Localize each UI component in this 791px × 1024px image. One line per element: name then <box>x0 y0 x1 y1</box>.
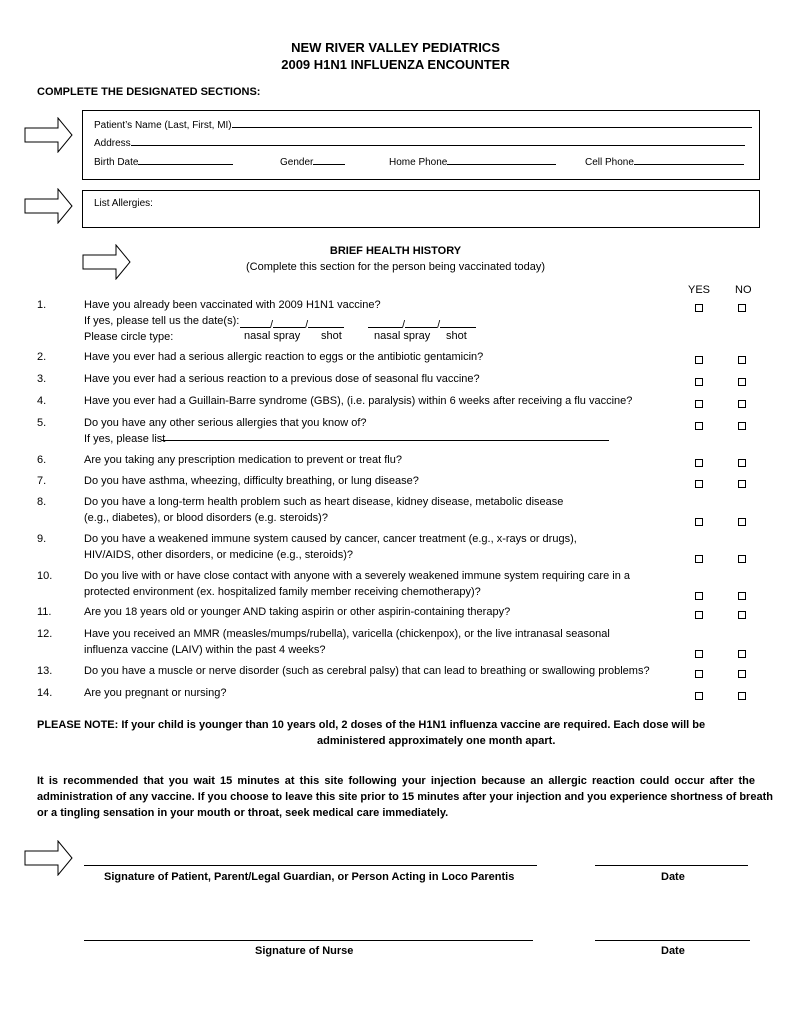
question-number: 11. <box>37 606 52 618</box>
question-number: 13. <box>37 665 53 677</box>
patient-date-label: Date <box>661 871 685 883</box>
gender-field[interactable] <box>313 154 345 165</box>
recommendation-line1: It is recommended that you wait 15 minutes at this site following your injection because an allergic reaction could occur after the <box>37 775 755 787</box>
question-number: 9. <box>37 533 47 545</box>
no-column-header: NO <box>735 284 752 296</box>
nurse-date-line[interactable] <box>595 940 750 941</box>
question-text: HIV/AIDS, other disorders, or medicine (e.g., steroids)? <box>84 549 353 561</box>
question-number: 1. <box>37 299 47 311</box>
checkbox-no-icon[interactable] <box>738 650 746 658</box>
question-number: 6. <box>37 454 47 466</box>
checkbox-no-icon[interactable] <box>738 459 746 467</box>
question-text: If yes, please tell us the date(s): <box>84 315 240 327</box>
q1-date-yy-2[interactable] <box>440 317 476 328</box>
form-title: NEW RIVER VALLEY PEDIATRICS <box>291 40 500 55</box>
q1-type-shot-2[interactable]: shot <box>446 330 467 342</box>
home-phone-label: Home Phone <box>389 157 448 168</box>
history-subtitle: (Complete this section for the person being vaccinated today) <box>246 261 545 273</box>
checkbox-yes-icon[interactable] <box>695 592 703 600</box>
nurse-date-label: Date <box>661 945 685 957</box>
checkbox-no-icon[interactable] <box>738 480 746 488</box>
form-subtitle: 2009 H1N1 INFLUENZA ENCOUNTER <box>281 57 510 72</box>
question-text: Have you ever had a serious reaction to a previous dose of seasonal flu vaccine? <box>84 373 480 385</box>
checkbox-no-icon[interactable] <box>738 400 746 408</box>
instructions: COMPLETE THE DESIGNATED SECTIONS: <box>37 86 261 98</box>
cell-phone-field[interactable] <box>634 154 744 165</box>
checkbox-yes-icon[interactable] <box>695 611 703 619</box>
cell-phone-row <box>585 154 744 168</box>
checkbox-no-icon[interactable] <box>738 304 746 312</box>
checkbox-no-icon[interactable] <box>738 518 746 526</box>
recommendation-line2: administration of any vaccine. If you choose to leave this site prior to 15 minutes after your injection and you experience shortness of breath <box>37 791 773 803</box>
right-arrow-icon <box>24 188 74 224</box>
checkbox-no-icon[interactable] <box>738 356 746 364</box>
checkbox-yes-icon[interactable] <box>695 378 703 386</box>
patient-name-label: Patient’s Name (Last, First, MI) <box>94 120 232 131</box>
checkbox-yes-icon[interactable] <box>695 555 703 563</box>
question-text: Do you have any other serious allergies that you know of? <box>84 417 367 429</box>
question-text: Have you ever had a Guillain-Barre syndrome (GBS), (i.e. paralysis) within 6 weeks after receiving a flu vaccine? <box>84 395 633 407</box>
q1-type-nasal-spray-1[interactable]: nasal spray <box>244 330 301 342</box>
address-label: Address <box>94 138 131 149</box>
question-number: 14. <box>37 687 53 699</box>
q1-date-yy-1[interactable] <box>308 317 344 328</box>
recommendation-line3: or a tingling sensation in your mouth or throat, seek medical care immediately. <box>37 807 449 819</box>
patient-info-box <box>82 110 760 180</box>
question-text: (e.g., diabetes), or blood disorders (e.g. steroids)? <box>84 512 328 524</box>
question-text: Are you 18 years old or younger AND taking aspirin or other aspirin-containing therapy? <box>84 606 511 618</box>
q1-date-mm-1[interactable] <box>240 317 270 328</box>
checkbox-yes-icon[interactable] <box>695 650 703 658</box>
q1-date-mm-2[interactable] <box>368 317 402 328</box>
patient-signature-line[interactable] <box>84 865 537 866</box>
checkbox-yes-icon[interactable] <box>695 459 703 467</box>
checkbox-yes-icon[interactable] <box>695 670 703 678</box>
address-row <box>94 135 745 149</box>
question-text: Have you received an MMR (measles/mumps/rubella), varicella (chickenpox), or the live intranasal seasonal <box>84 628 610 640</box>
question-text: Do you live with or have close contact with anyone with a severely weakened immune system requiring care in a <box>84 570 630 582</box>
birth-date-label: Birth Date <box>94 157 139 168</box>
question-text: Do you have asthma, wheezing, difficulty breathing, or lung disease? <box>84 475 419 487</box>
question-text: influenza vaccine (LAIV) within the past 4 weeks? <box>84 644 326 656</box>
checkbox-yes-icon[interactable] <box>695 692 703 700</box>
question-text: protected environment (ex. hospitalized family member receiving chemotherapy)? <box>84 586 481 598</box>
checkbox-no-icon[interactable] <box>738 670 746 678</box>
gender-label: Gender <box>280 157 314 168</box>
checkbox-no-icon[interactable] <box>738 692 746 700</box>
cell-phone-label: Cell Phone <box>585 157 634 168</box>
question-text: Have you ever had a serious allergic reaction to eggs or the antibiotic gentamicin? <box>84 351 484 363</box>
right-arrow-icon <box>24 840 74 876</box>
checkbox-yes-icon[interactable] <box>695 304 703 312</box>
please-note-line2: administered approximately one month apart. <box>317 735 556 747</box>
checkbox-no-icon[interactable] <box>738 378 746 386</box>
right-arrow-icon <box>24 117 74 153</box>
question-text: Do you have a long-term health problem such as heart disease, kidney disease, metabolic disease <box>84 496 564 508</box>
question-text: Have you already been vaccinated with 2009 H1N1 vaccine? <box>84 299 381 311</box>
question-number: 5. <box>37 417 47 429</box>
checkbox-no-icon[interactable] <box>738 422 746 430</box>
question-text: Do you have a muscle or nerve disorder (such as cerebral palsy) that can lead to breathing or swallowing problems? <box>84 665 650 677</box>
nurse-signature-label: Signature of Nurse <box>255 945 354 957</box>
q1-date-dd-1[interactable] <box>273 317 305 328</box>
birth-date-field[interactable] <box>138 154 233 165</box>
checkbox-no-icon[interactable] <box>738 592 746 600</box>
checkbox-yes-icon[interactable] <box>695 356 703 364</box>
question-number: 4. <box>37 395 47 407</box>
checkbox-no-icon[interactable] <box>738 611 746 619</box>
q1-date-fields-1: / / <box>240 317 344 331</box>
checkbox-yes-icon[interactable] <box>695 480 703 488</box>
question-number: 10. <box>37 570 53 582</box>
q1-date-fields-2: / / <box>368 317 476 331</box>
q1-date-dd-2[interactable] <box>405 317 437 328</box>
question-text: If yes, please list <box>84 433 166 445</box>
question-number: 7. <box>37 475 47 487</box>
checkbox-yes-icon[interactable] <box>695 422 703 430</box>
history-title: BRIEF HEALTH HISTORY <box>329 245 462 257</box>
home-phone-row <box>389 154 556 168</box>
allergies-label: List Allergies: <box>94 198 153 209</box>
question-number: 2. <box>37 351 47 363</box>
nurse-signature-line[interactable] <box>84 940 533 941</box>
question-number: 12. <box>37 628 53 640</box>
home-phone-field[interactable] <box>447 154 556 165</box>
checkbox-yes-icon[interactable] <box>695 400 703 408</box>
yes-column-header: YES <box>688 284 711 296</box>
question-text: Are you taking any prescription medication to prevent or treat flu? <box>84 454 402 466</box>
question-number: 8. <box>37 496 47 508</box>
patient-name-row <box>94 117 752 131</box>
q1-type-shot-1[interactable]: shot <box>321 330 342 342</box>
question-text: Are you pregnant or nursing? <box>84 687 227 699</box>
q5-allergy-list-field[interactable] <box>162 440 609 441</box>
gender-row <box>280 154 345 168</box>
patient-signature-label: Signature of Patient, Parent/Legal Guardian, or Person Acting in Loco Parentis <box>104 871 515 883</box>
checkbox-no-icon[interactable] <box>738 555 746 563</box>
checkbox-yes-icon[interactable] <box>695 518 703 526</box>
allergies-box[interactable] <box>82 190 760 228</box>
patient-date-line[interactable] <box>595 865 748 866</box>
q1-type-nasal-spray-2[interactable]: nasal spray <box>374 330 431 342</box>
question-text: Do you have a weakened immune system caused by cancer, cancer treatment (e.g., x-rays or drugs), <box>84 533 577 545</box>
address-field[interactable] <box>131 135 745 146</box>
question-number: 3. <box>37 373 47 385</box>
birth-date-row <box>94 154 233 168</box>
question-text: Please circle type: <box>84 331 174 343</box>
patient-name-field[interactable] <box>232 117 752 128</box>
please-note-line1: PLEASE NOTE: If your child is younger than 10 years old, 2 doses of the H1N1 influenza vaccine are required. Each dose will be <box>37 719 706 731</box>
